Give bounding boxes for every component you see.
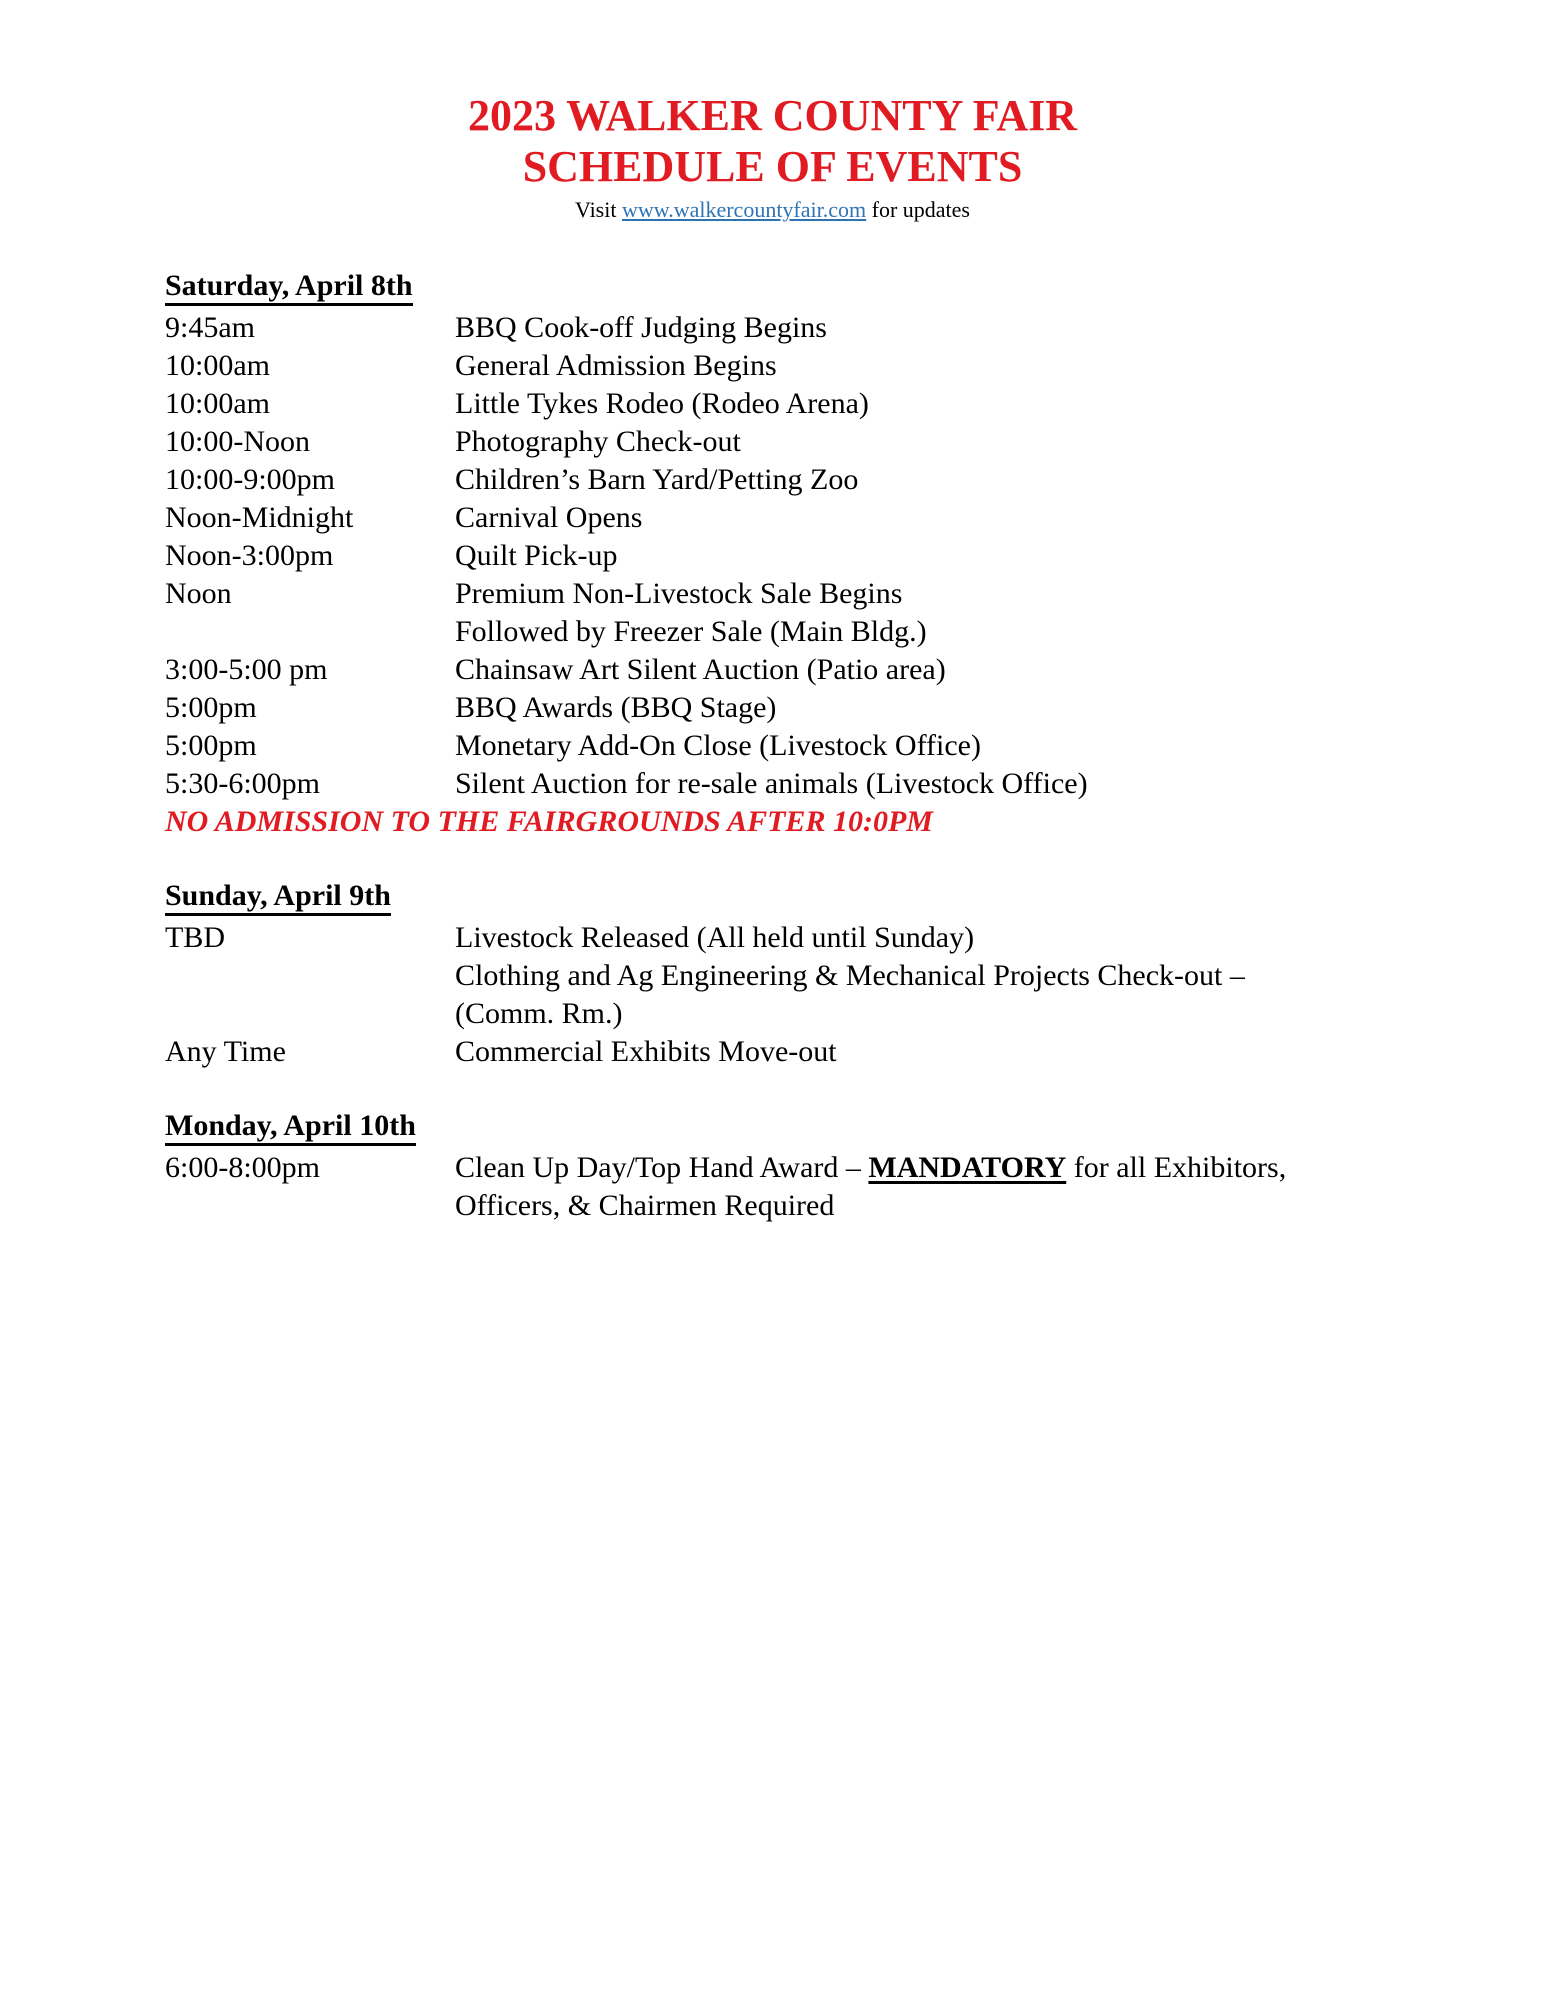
section-heading-row xyxy=(165,267,1485,306)
schedule-row xyxy=(165,1033,1485,1071)
schedule-row xyxy=(165,727,1485,765)
page-title-line2: SCHEDULE OF EVENTS xyxy=(522,142,1023,191)
section-saturday xyxy=(165,267,1485,841)
schedule-row xyxy=(165,423,1485,461)
section-heading-row xyxy=(165,877,1485,916)
event-description xyxy=(455,1149,1485,1187)
website-link[interactable]: www.walkercountyfair.com xyxy=(621,197,867,222)
schedule-row xyxy=(165,765,1485,803)
event-time: Noon xyxy=(165,577,232,610)
document-header xyxy=(0,0,1545,223)
subtitle-prefix: Visit xyxy=(575,197,622,222)
event-time xyxy=(165,1187,455,1225)
event-description: Premium Non-Livestock Sale Begins xyxy=(455,577,903,610)
event-description: Silent Auction for re-sale animals (Livestock Office) xyxy=(455,767,1088,800)
event-text-suffix: for all Exhibitors, xyxy=(1066,1151,1287,1184)
no-admission-notice: NO ADMISSION TO THE FAIRGROUNDS AFTER 10:0PM xyxy=(165,805,933,838)
event-time: Any Time xyxy=(165,1035,286,1068)
schedule-content xyxy=(165,267,1485,1225)
event-time: TBD xyxy=(165,921,225,954)
event-time xyxy=(165,995,455,1033)
subtitle-suffix: for updates xyxy=(866,197,970,222)
event-description: Followed by Freezer Sale (Main Bldg.) xyxy=(455,615,927,648)
event-description: Little Tykes Rodeo (Rodeo Arena) xyxy=(455,387,869,420)
event-time: 10:00-Noon xyxy=(165,425,310,458)
event-description: BBQ Cook-off Judging Begins xyxy=(455,311,827,344)
schedule-row xyxy=(165,919,1485,957)
event-description: (Comm. Rm.) xyxy=(455,997,623,1030)
subtitle xyxy=(0,197,1545,223)
event-time: 5:00pm xyxy=(165,691,257,724)
schedule-row xyxy=(165,613,1485,651)
section-heading-row xyxy=(165,1107,1485,1146)
mandatory-emphasis: MANDATORY xyxy=(868,1151,1067,1184)
event-time: 5:00pm xyxy=(165,729,257,762)
event-description: Monetary Add-On Close (Livestock Office) xyxy=(455,729,981,762)
event-description: BBQ Awards (BBQ Stage) xyxy=(455,691,777,724)
section-heading: Monday, April 10th xyxy=(165,1110,416,1146)
schedule-row xyxy=(165,651,1485,689)
schedule-row xyxy=(165,499,1485,537)
schedule-row xyxy=(165,461,1485,499)
section-heading: Saturday, April 8th xyxy=(165,270,413,306)
event-description: General Admission Begins xyxy=(455,349,777,382)
schedule-row xyxy=(165,689,1485,727)
event-time: Noon-Midnight xyxy=(165,501,354,534)
schedule-row xyxy=(165,1187,1485,1225)
event-time: Noon-3:00pm xyxy=(165,539,334,572)
schedule-row xyxy=(165,957,1485,995)
event-text-prefix: Clean Up Day/Top Hand Award – xyxy=(455,1151,869,1184)
event-time xyxy=(165,613,455,651)
event-description: Chainsaw Art Silent Auction (Patio area) xyxy=(455,653,946,686)
schedule-row xyxy=(165,537,1485,575)
event-time: 10:00am xyxy=(165,349,270,382)
event-time: 9:45am xyxy=(165,311,255,344)
event-description: Livestock Released (All held until Sunday) xyxy=(455,921,975,954)
event-time: 10:00-9:00pm xyxy=(165,463,335,496)
schedule-row xyxy=(165,309,1485,347)
event-time: 5:30-6:00pm xyxy=(165,767,320,800)
event-time: 6:00-8:00pm xyxy=(165,1151,320,1184)
event-time: 3:00-5:00 pm xyxy=(165,653,328,686)
schedule-row xyxy=(165,385,1485,423)
event-description: Children’s Barn Yard/Petting Zoo xyxy=(455,463,859,496)
schedule-row xyxy=(165,995,1485,1033)
section-heading: Sunday, April 9th xyxy=(165,880,391,916)
section-sunday xyxy=(165,877,1485,1071)
event-description: Quilt Pick-up xyxy=(455,539,618,572)
event-description: Officers, & Chairmen Required xyxy=(455,1189,835,1222)
event-description: Carnival Opens xyxy=(455,501,643,534)
schedule-row xyxy=(165,347,1485,385)
event-description: Clothing and Ag Engineering & Mechanical Projects Check-out – xyxy=(455,959,1245,992)
schedule-row xyxy=(165,1149,1485,1187)
schedule-row xyxy=(165,575,1485,613)
event-description: Photography Check-out xyxy=(455,425,741,458)
event-time: 10:00am xyxy=(165,387,270,420)
event-description: Commercial Exhibits Move-out xyxy=(455,1035,837,1068)
section-monday xyxy=(165,1107,1485,1225)
event-time xyxy=(165,957,455,995)
page-title-line1: 2023 WALKER COUNTY FAIR xyxy=(467,91,1078,140)
